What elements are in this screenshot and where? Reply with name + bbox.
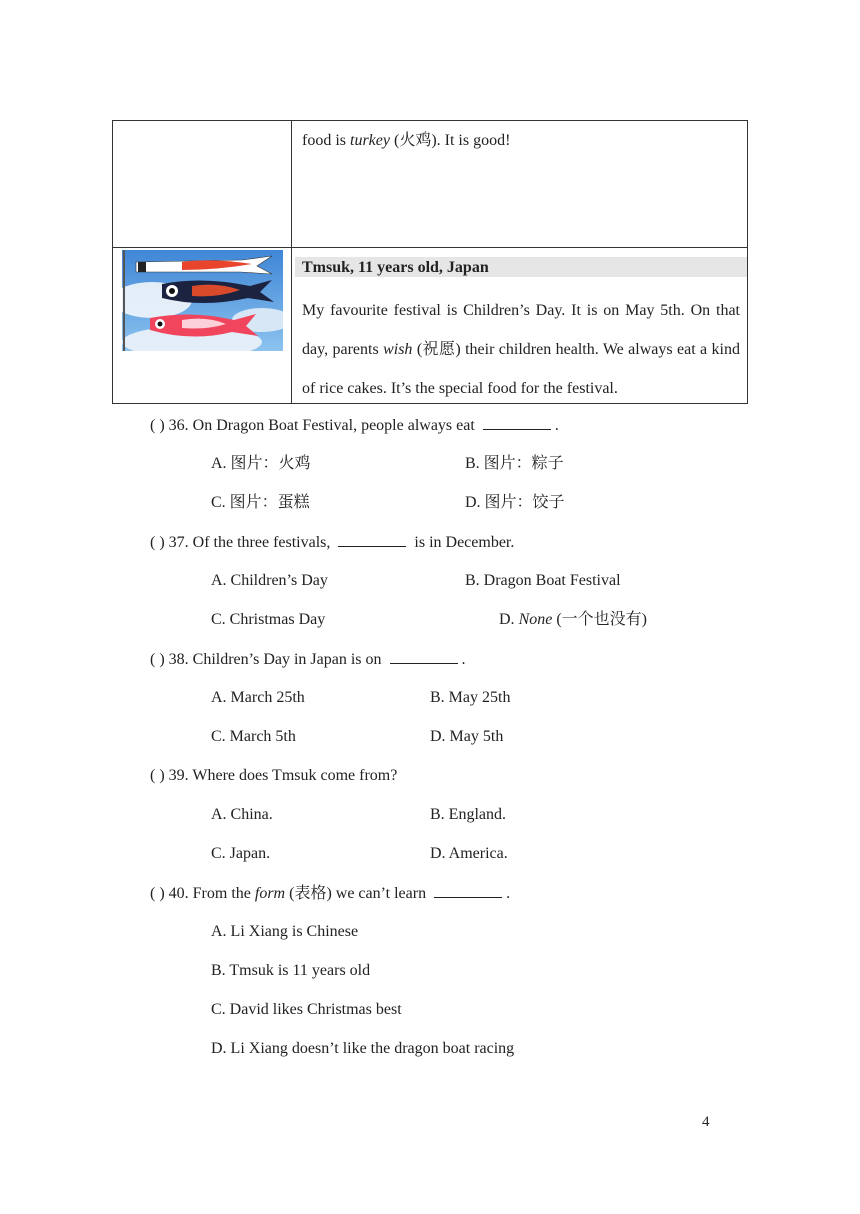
answer-blank: [434, 883, 502, 898]
option-40-c: C. David likes Christmas best: [211, 1001, 402, 1018]
row1-text: food is turkey (火鸡). It is good!: [302, 132, 511, 149]
option-39-c: C. Japan.: [211, 845, 271, 862]
table-row-divider: [113, 247, 747, 248]
option-36-d: D. 图片：饺子: [465, 494, 565, 511]
option-36-a: A. 图片：火鸡: [211, 455, 311, 472]
option-40-a: A. Li Xiang is Chinese: [211, 923, 359, 940]
answer-blank: [390, 649, 458, 664]
option-37-c: C. Christmas Day: [211, 611, 326, 628]
question-37: ( ) 37. Of the three festivals, is in December.: [150, 534, 515, 551]
question-40: ( ) 40. From the form (表格) we can’t learn .: [150, 885, 511, 902]
option-39-d: D. America.: [430, 845, 508, 862]
option-38-a: A. March 25th: [211, 689, 305, 706]
option-39-b: B. England.: [430, 806, 506, 823]
answer-blank: [483, 415, 551, 430]
table-column-divider: [291, 121, 292, 403]
answer-blank: [338, 532, 406, 547]
question-39: ( ) 39. Where does Tmsuk come from?: [150, 767, 398, 784]
option-40-b: B. Tmsuk is 11 years old: [211, 962, 371, 979]
option-37-b: B. Dragon Boat Festival: [465, 572, 621, 589]
option-37-d: D. None (一个也没有): [499, 611, 648, 628]
option-37-a: A. Children’s Day: [211, 572, 328, 589]
option-39-a: A. China.: [211, 806, 273, 823]
option-36-b: B. 图片：粽子: [465, 455, 564, 472]
question-36: ( ) 36. On Dragon Boat Festival, people always eat .: [150, 417, 559, 434]
option-38-b: B. May 25th: [430, 689, 511, 706]
student-name: Tmsuk, 11 years old, Japan: [302, 259, 489, 276]
page-number: 4: [702, 1114, 710, 1130]
option-38-d: D. May 5th: [430, 728, 504, 745]
question-38: ( ) 38. Children’s Day in Japan is on .: [150, 651, 466, 668]
option-40-d: D. Li Xiang doesn’t like the dragon boat racing: [211, 1040, 515, 1057]
reading-paragraph: My favourite festival is Children’s Day. It is on May 5th. On that day, parents wish (祝愿) their children health. We always eat a kind of rice cakes. It’s the special food for the festival.: [302, 302, 740, 397]
option-38-c: C. March 5th: [211, 728, 296, 745]
option-36-c: C. 图片：蛋糕: [211, 494, 310, 511]
reading-table: [112, 120, 748, 404]
koinobori-image: [122, 250, 283, 351]
